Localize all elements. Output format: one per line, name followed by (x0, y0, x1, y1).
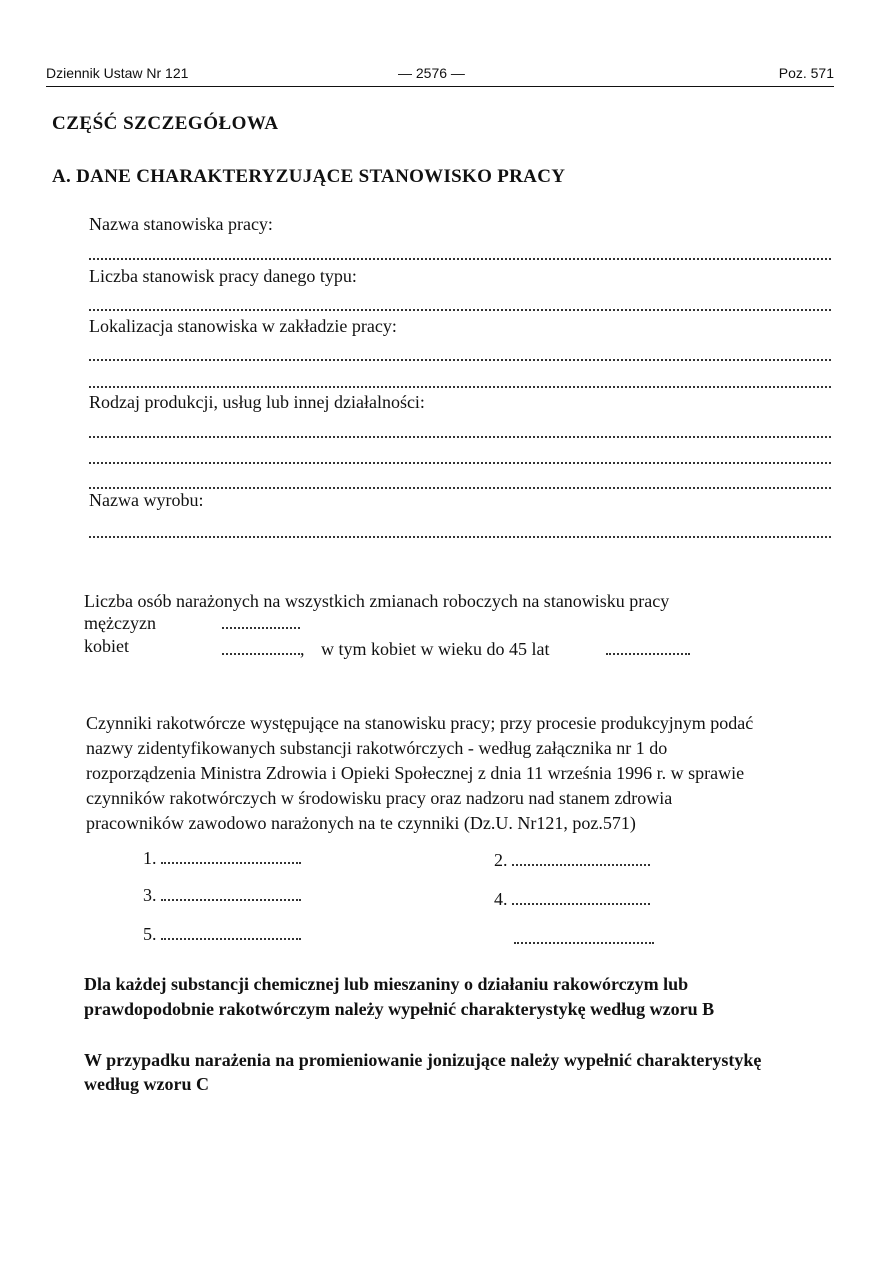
section-a-title: A. DANE CHARAKTERYZUJĄCE STANOWISKO PRACY (52, 166, 566, 187)
note-wzor-c-line1: W przypadku narażenia na promieniowanie jonizujące należy wypełnić charakterystykę (84, 1050, 762, 1070)
carcinogen-item-3[interactable] (143, 885, 301, 906)
persons-intro: Liczba osób narażonych na wszystkich zmianach roboczych na stanowisku pracy (84, 591, 670, 611)
location-field-1[interactable] (89, 353, 831, 361)
section-title: CZĘŚĆ SZCZEGÓŁOWA (52, 113, 279, 134)
item-number: 4. (494, 889, 508, 909)
carcinogen-item-4[interactable] (494, 889, 650, 910)
carcinogen-item-2[interactable] (494, 850, 650, 871)
workstation-count-field[interactable] (89, 303, 831, 311)
carcinogens-text-line4: czynników rakotwórczych w środowisku pracy oraz nadzoru nad stanem zdrowia (86, 788, 673, 808)
carcinogens-text-line2: nazwy zidentyfikowanych substancji rakotwórczych - według załącznika nr 1 do (86, 738, 668, 758)
production-type-field-2[interactable] (89, 456, 831, 464)
job-title-label: Nazwa stanowiska pracy: (89, 214, 273, 234)
women-count-field[interactable] (222, 639, 305, 660)
page-header (46, 64, 834, 87)
men-label: mężczyzn (84, 613, 156, 633)
product-name-label: Nazwa wyrobu: (89, 490, 204, 510)
production-type-label: Rodzaj produkcji, usług lub innej działalności: (89, 392, 425, 412)
production-type-field-3[interactable] (89, 481, 831, 489)
product-name-field[interactable] (89, 530, 831, 538)
carcinogen-item-1[interactable] (143, 848, 301, 869)
journal-title: Dziennik Ustaw Nr 121 (46, 65, 189, 81)
item-number: 5. (143, 924, 157, 944)
note-wzor-c-line2: według wzoru C (84, 1074, 209, 1094)
note-wzor-b-line2: prawdopodobnie rakotwórczym należy wypełnić charakterystykę według wzoru B (84, 999, 715, 1019)
item-number: 3. (143, 885, 157, 905)
carcinogens-text-line3: rozporządzenia Ministra Zdrowia i Opieki Społecznej z dnia 11 września 1996 r. w sprawie (86, 763, 745, 783)
women-label: kobiet (84, 636, 129, 656)
comma: , (300, 639, 305, 659)
workstation-count-label: Liczba stanowisk pracy danego typu: (89, 266, 357, 286)
carcinogen-item-5[interactable] (143, 924, 301, 945)
location-field-2[interactable] (89, 380, 831, 388)
item-number: 2. (494, 850, 508, 870)
women-under45-field[interactable] (606, 639, 690, 660)
note-wzor-b-line1: Dla każdej substancji chemicznej lub mieszaniny o działaniu rakowórczym lub (84, 974, 689, 994)
carcinogens-text-line5: pracowników zawodowo narażonych na te czynniki (Dz.U. Nr121, poz.571) (86, 813, 636, 833)
job-title-field[interactable] (89, 252, 831, 260)
production-type-field-1[interactable] (89, 430, 831, 438)
item-number: 1. (143, 848, 157, 868)
women-under45-label: w tym kobiet w wieku do 45 lat (321, 639, 550, 659)
position-number: Poz. 571 (778, 65, 834, 81)
carcinogens-text-line1: Czynniki rakotwórcze występujące na stanowisku pracy; przy procesie produkcyjnym podać (86, 713, 754, 733)
location-label: Lokalizacja stanowiska w zakładzie pracy: (89, 316, 397, 336)
page-number: — 2576 — (398, 65, 465, 81)
men-count-field[interactable] (222, 613, 300, 634)
carcinogen-item-6[interactable] (514, 928, 654, 949)
